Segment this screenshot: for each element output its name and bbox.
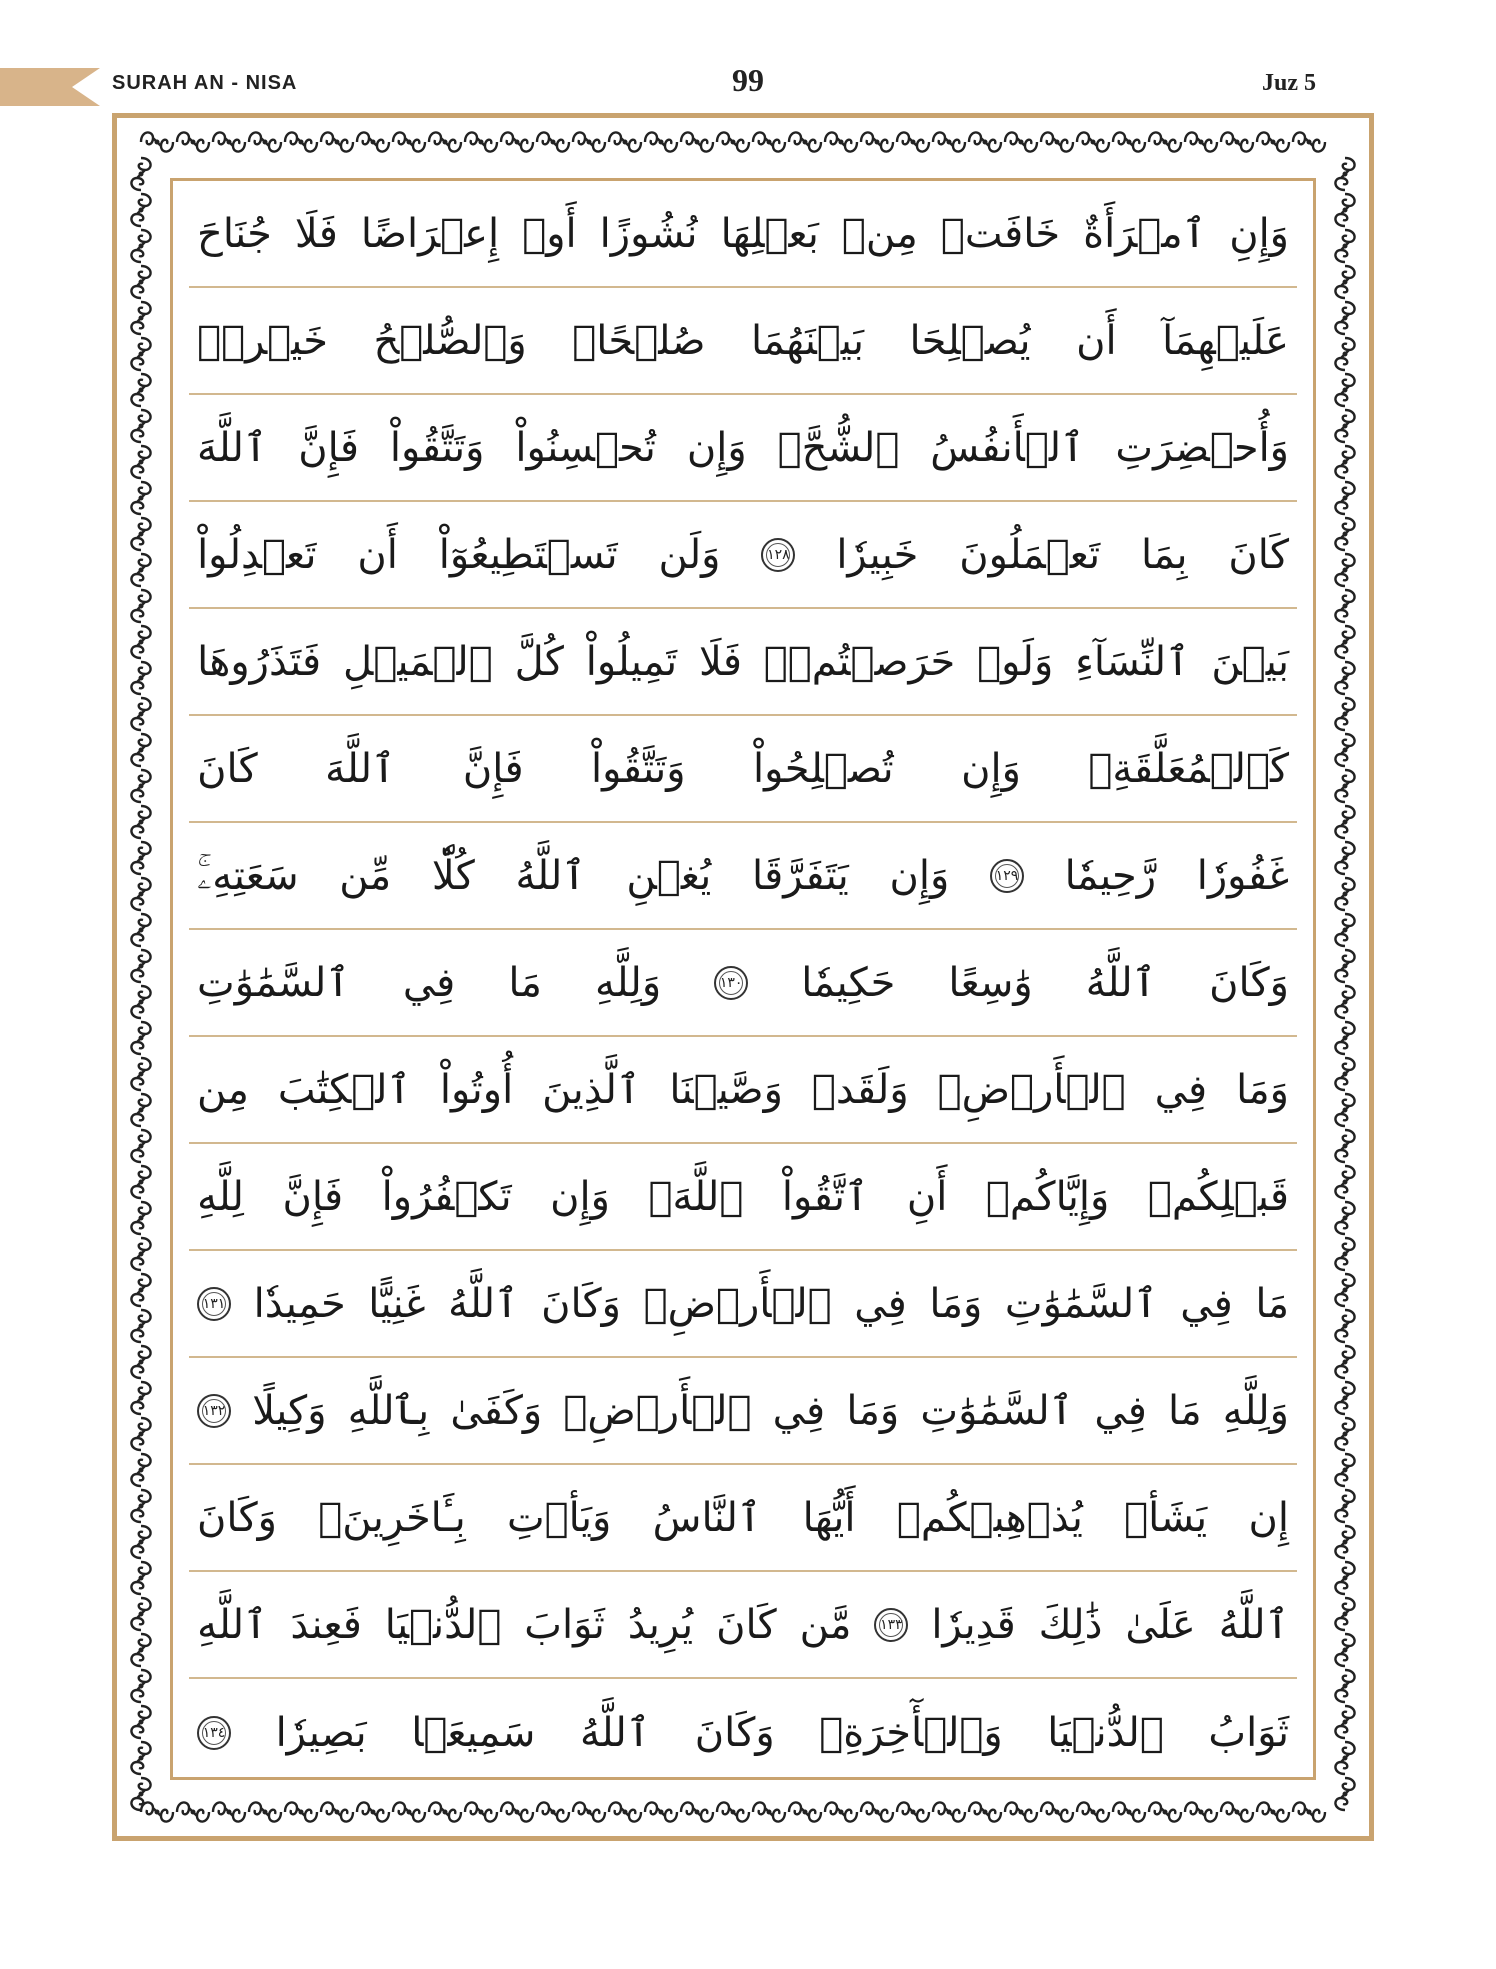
arabic-word: فَإِنَّ xyxy=(298,424,359,471)
arabic-word: تَكۡفُرُواْ xyxy=(381,1173,512,1220)
arabic-word: عَلَىٰ xyxy=(1125,1601,1196,1648)
verse-line xyxy=(189,181,1297,288)
arabic-word: تَمِيلُواْ xyxy=(585,638,678,685)
arabic-word: ٱللَّهُ xyxy=(448,1280,519,1327)
arabic-word: ٱللَّهُ xyxy=(1218,1601,1289,1648)
arabic-word: وَإِن xyxy=(961,745,1021,792)
arabic-word: حَمِيدٗا xyxy=(253,1280,346,1327)
arabic-word: وَمَا xyxy=(846,1387,900,1434)
arabic-word: فِي xyxy=(402,959,456,1006)
arabic-word: وَتَتَّقُواْ xyxy=(389,424,485,471)
ayah-number-marker: ١٣٣ xyxy=(874,1608,908,1642)
arabic-word: بَيۡنَ xyxy=(1211,638,1289,685)
verse-line xyxy=(189,288,1297,395)
arabic-word: وَأُحۡضِرَتِ xyxy=(1115,424,1289,471)
arabic-word: أَنِ xyxy=(906,1173,948,1220)
arabic-word: وَمَا xyxy=(929,1280,983,1327)
arabic-word: فَإِنَّ xyxy=(282,1173,344,1220)
arabic-word: ٱللَّهُ xyxy=(1085,959,1157,1006)
arabic-word: يُرِيدُ xyxy=(627,1601,694,1648)
arabic-word: سَمِيعَۢا xyxy=(411,1709,536,1756)
arabic-word: كَٱلۡمُعَلَّقَةِۚ xyxy=(1088,745,1289,792)
arabic-word: فَإِنَّ xyxy=(462,745,524,792)
arabic-word: بِٱللَّهِ xyxy=(347,1387,430,1434)
arabic-word: مَا xyxy=(1168,1387,1202,1434)
arabic-word: وَإِن xyxy=(889,852,950,899)
verse-line xyxy=(189,1358,1297,1465)
arabic-word: مَا xyxy=(508,959,542,1006)
arabic-word: ٱلنِّسَآءِ xyxy=(1075,638,1190,685)
arabic-word: ٱلشُّحَّۚ xyxy=(777,424,900,471)
verse-line xyxy=(189,823,1297,930)
arabic-word: ثَوَابُ xyxy=(1208,1709,1289,1756)
arabic-word: مَا xyxy=(1255,1280,1289,1327)
verse-line xyxy=(189,930,1297,1037)
arabic-word: ٱللَّهِ xyxy=(197,1601,268,1648)
arabic-word: يُذۡهِبۡكُمۡ xyxy=(896,1494,1083,1541)
arabic-word: غَفُورٗا xyxy=(1196,852,1289,899)
verse-line xyxy=(189,395,1297,502)
arabic-word: ٱلسَّمَٰوَٰتِ xyxy=(197,959,350,1006)
arabic-word: ٱتَّقُواْ xyxy=(781,1173,869,1220)
ayah-number-marker: ١٣٤ xyxy=(197,1716,231,1750)
arabic-word: نُشُوزًا xyxy=(599,210,698,257)
arabic-word: خَبِيرٗا xyxy=(836,531,919,578)
arabic-word: ٱلۡأَرۡضِۗ xyxy=(937,1066,1126,1113)
page-number: 99 xyxy=(732,62,764,98)
verse-line xyxy=(189,1679,1297,1786)
arabic-word: وَتَتَّقُواْ xyxy=(591,745,686,792)
arabic-word: أَوۡ xyxy=(522,210,577,257)
arabic-word: غَنِيًّا xyxy=(368,1280,426,1327)
verse-line xyxy=(189,1465,1297,1572)
arabic-word: وَإِن xyxy=(686,424,747,471)
ayah-number-marker: ١٢٨ xyxy=(761,538,795,572)
verse-line xyxy=(189,1037,1297,1144)
arabic-word: حَرَصۡتُمۡۖ xyxy=(763,638,956,685)
arabic-word: وَإِيَّاكُمۡ xyxy=(985,1173,1110,1220)
verse-lines xyxy=(189,181,1297,1777)
arabic-word: خَيۡرٞۗ xyxy=(197,317,328,364)
arabic-word: أَن xyxy=(1076,317,1117,364)
arabic-word: سَعَتِهِۦۚ xyxy=(197,852,299,899)
arabic-word: وَكِيلًا xyxy=(252,1387,327,1434)
arabic-word: ٱللَّهُ xyxy=(579,1709,651,1756)
arabic-word: إِن xyxy=(1248,1494,1289,1541)
juz-label: Juz 5 xyxy=(1262,70,1316,96)
arabic-word: كَانَ xyxy=(1228,531,1289,578)
arabic-word: يَشَأۡ xyxy=(1124,1494,1208,1541)
arabic-word: فِي xyxy=(1094,1387,1147,1434)
arabic-word: يُغۡنِ xyxy=(626,852,712,899)
arabic-word: وَصَّيۡنَا xyxy=(669,1066,783,1113)
arabic-word: وَلَوۡ xyxy=(977,638,1054,685)
arabic-word: ٱلۡأَرۡضِۚ xyxy=(563,1387,752,1434)
arabic-word: مَّن xyxy=(799,1601,852,1648)
arabic-word: ٱلنَّاسُ xyxy=(652,1494,762,1541)
arabic-word: ٱلَّذِينَ xyxy=(542,1066,641,1113)
arabic-word: وَكَانَ xyxy=(694,1709,775,1756)
arabic-word: وَإِن xyxy=(550,1173,610,1220)
arabic-word: ٱلسَّمَٰوَٰتِ xyxy=(1004,1280,1158,1327)
arabic-word: بِـَٔاخَرِينَۚ xyxy=(318,1494,466,1541)
arabic-word: بَيۡنَهُمَا xyxy=(750,317,864,364)
verse-line xyxy=(189,502,1297,609)
arabic-word: إِعۡرَاضًا xyxy=(360,210,500,257)
ayah-number-marker: ١٣٠ xyxy=(714,966,748,1000)
ayah-number-marker: ١٣١ xyxy=(197,1287,231,1321)
arabic-word: فَلَا xyxy=(294,210,338,257)
arabic-word: وَلِلَّهِ xyxy=(1222,1387,1289,1434)
arabic-word: عَلَيۡهِمَآ xyxy=(1162,317,1289,364)
arabic-word: فِي xyxy=(854,1280,907,1327)
arabic-word: تَعۡدِلُواْ xyxy=(197,531,317,578)
arabic-word: ٱللَّهَ xyxy=(197,424,268,471)
arabic-word: ٱمۡرَأَةٌ xyxy=(1083,210,1207,257)
arabic-word: وَإِنِ xyxy=(1229,210,1289,257)
arabic-word: أَن xyxy=(357,531,398,578)
arabic-word: وَكَفَىٰ xyxy=(450,1387,543,1434)
arabic-word: فِي xyxy=(1180,1280,1233,1327)
verse-line xyxy=(189,1144,1297,1251)
arabic-word: فَلَا xyxy=(698,638,742,685)
arabic-word: كُلّٗا xyxy=(431,852,475,899)
arabic-word: خَافَتۡ xyxy=(940,210,1061,257)
arabic-word: فَتَذَرُوهَا xyxy=(197,638,322,685)
arabic-word: تَعۡمَلُونَ xyxy=(959,531,1101,578)
arabic-word: قَدِيرٗا xyxy=(931,1601,1016,1648)
arabic-word: وَكَانَ xyxy=(197,1494,277,1541)
arabic-word: صُلۡحًاۚ xyxy=(572,317,706,364)
arabic-word: ٱلسَّمَٰوَٰتِ xyxy=(920,1387,1074,1434)
arabic-word: يَتَفَرَّقَا xyxy=(751,852,849,899)
arabic-word: حَكِيمٗا xyxy=(801,959,896,1006)
arabic-word: وَلِلَّهِ xyxy=(594,959,662,1006)
arabic-word: بَصِيرٗا xyxy=(275,1709,367,1756)
arabic-word: مِن xyxy=(197,1066,249,1113)
arabic-word: ٱلۡأَنفُسُ xyxy=(930,424,1085,471)
arabic-word: مِّن xyxy=(339,852,392,899)
ayah-number-marker: ١٣٢ xyxy=(197,1394,231,1428)
arabic-word: كَانَ xyxy=(197,745,258,792)
arabic-word: وَلَقَدۡ xyxy=(811,1066,909,1113)
arabic-word: وَٱلصُّلۡحُ xyxy=(373,317,527,364)
arabic-word: يُصۡلِحَا xyxy=(909,317,1031,364)
arabic-word: ٱللَّهَۚ xyxy=(648,1173,744,1220)
verse-line xyxy=(189,609,1297,716)
arabic-word: ٱلۡكِتَٰبَ xyxy=(277,1066,411,1113)
arabic-word: تَسۡتَطِيعُوٓاْ xyxy=(438,531,618,578)
verse-line xyxy=(189,1572,1297,1679)
arabic-word: ٱلدُّنۡيَا xyxy=(384,1601,502,1648)
arabic-word: أَيُّهَا xyxy=(802,1494,856,1541)
verse-line xyxy=(189,1251,1297,1358)
arabic-word: ٱلۡأَرۡضِۚ xyxy=(643,1280,832,1327)
arabic-word: وَمَا xyxy=(1236,1066,1289,1113)
arabic-word: فِي xyxy=(1154,1066,1208,1113)
arabic-word: ثَوَابَ xyxy=(524,1601,605,1648)
arabic-word: وَٰسِعًا xyxy=(948,959,1033,1006)
arabic-word: فَعِندَ xyxy=(290,1601,362,1648)
arabic-word: فِي xyxy=(772,1387,826,1434)
arabic-word: لِلَّهِ xyxy=(197,1173,244,1220)
arabic-word: ذَٰلِكَ xyxy=(1038,1601,1103,1648)
arabic-word: ٱللَّهُ xyxy=(515,852,586,899)
arabic-word: ٱللَّهَ xyxy=(325,745,396,792)
arabic-word: بِمَا xyxy=(1141,531,1188,578)
surah-name: SURAH AN - NISA xyxy=(112,72,298,94)
arabic-word: وَكَانَ xyxy=(541,1280,621,1327)
verse-line xyxy=(189,716,1297,823)
arabic-word: رَّحِيمٗا xyxy=(1064,852,1157,899)
arabic-word: أُوتُواْ xyxy=(439,1066,514,1113)
arabic-word: جُنَاحَ xyxy=(197,210,272,257)
arabic-word: كَانَ xyxy=(716,1601,777,1648)
arabic-word: مِنۢ xyxy=(841,210,918,257)
arabic-word: وَيَأۡتِ xyxy=(507,1494,612,1541)
arabic-word: قَبۡلِكُمۡ xyxy=(1147,1173,1289,1220)
ayah-number-marker: ١٢٩ xyxy=(990,859,1024,893)
arabic-word: ٱلۡمَيۡلِ xyxy=(343,638,493,685)
arabic-word: تُصۡلِحُواْ xyxy=(753,745,894,792)
arabic-word: ٱلدُّنۡيَا xyxy=(1047,1709,1164,1756)
arabic-word: وَٱلۡأٓخِرَةِۚ xyxy=(819,1709,1003,1756)
arabic-word: وَلَن xyxy=(658,531,721,578)
arabic-word: بَعۡلِهَا xyxy=(720,210,819,257)
arabic-word: وَكَانَ xyxy=(1209,959,1289,1006)
arabic-word: كُلَّ xyxy=(514,638,564,685)
arabic-word: تُحۡسِنُواْ xyxy=(515,424,656,471)
text-panel xyxy=(170,178,1316,1780)
